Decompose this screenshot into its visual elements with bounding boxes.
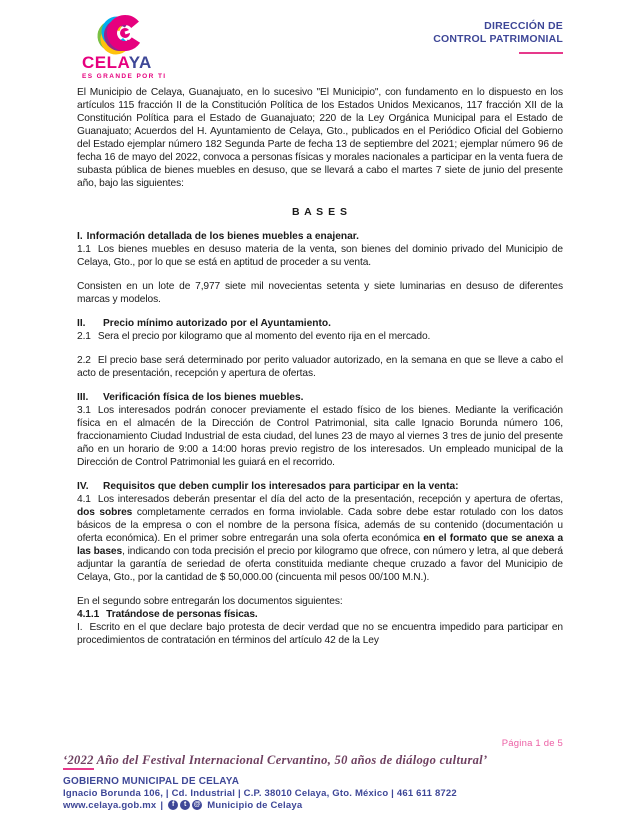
instagram-icon: @ bbox=[193, 801, 201, 809]
department-underline bbox=[519, 52, 563, 54]
clause-text: Sera el precio por kilogramo que al momento del evento rija en el mercado. bbox=[97, 331, 431, 342]
section-number: I. bbox=[77, 231, 83, 242]
clause-label: 2.2 bbox=[77, 355, 91, 366]
clause-roman-1 bbox=[77, 621, 563, 647]
brand-prefix: CELA bbox=[82, 53, 129, 72]
footer-quote bbox=[63, 753, 563, 768]
intro-paragraph: El Municipio de Celaya, Guanajuato, en lo sucesivo "El Municipio", con fundamento en lo dispuesto en los artículos 115 fracción II de la Constitución Política de los Estados Unidos Mexicanos, 117 fracción XII de la Constitución Política para el Estado de Guanajuato; 220 de la Ley Orgánica Municipal para el Estado de Guanajuato; Acuerdos del H. Ayuntamiento de Celaya, Gto., publicados en el Periódico Oficial del Gobierno del Estado ejemplar número 182 Segunda Parte de fecha 13 de septiembre del 2021; ejemplar número 96 de fecha 16 de mayo del 2022, convoca a personas físicas y morales nacionales a participar en la venta fuera de subasta pública de bienes muebles en desuso, que se llevará a cabo el martes 7 siete de junio del presente año, bajo las siguientes: bbox=[77, 87, 563, 189]
clause-text: Consisten en un lote de 7,977 siete mil novecientas setenta y siete luminarias en desuso de diferentes marcas y modelos. bbox=[77, 281, 563, 305]
clause-2-1 bbox=[77, 330, 563, 343]
clause-label: 3.1 bbox=[77, 405, 91, 416]
clause-text: Tratándose de personas físicas. bbox=[106, 609, 258, 620]
social-handle: Municipio de Celaya bbox=[207, 799, 303, 811]
clause-label: 1.1 bbox=[77, 244, 91, 255]
clause-label: 4.1 bbox=[77, 494, 91, 505]
clause-text: En el segundo sobre entregarán los documentos siguientes: bbox=[77, 596, 343, 607]
clause-4-1 bbox=[77, 493, 563, 584]
section-heading-2 bbox=[77, 317, 563, 330]
brand-tagline: ES GRANDE POR TI bbox=[82, 73, 167, 80]
clause-text: Los bienes muebles en desuso materia de la venta, son bienes del dominio privado del Municipio de Celaya, Gto., por lo que se está en aptitud de proceder a su venta. bbox=[77, 244, 563, 268]
department-title bbox=[433, 20, 563, 54]
government-web-line bbox=[63, 800, 563, 812]
government-address: Ignacio Borunda 106, | Cd. Industrial | C.P. 38010 Celaya, Gto. México | 461 611 8722 bbox=[63, 788, 457, 799]
brand-suffix: YA bbox=[128, 53, 152, 72]
website-url: www.celaya.gob.mx bbox=[63, 799, 157, 811]
clause-2-2 bbox=[77, 354, 563, 380]
section-title: Precio mínimo autorizado por el Ayuntamiento. bbox=[103, 318, 331, 329]
page-number: Página 1 de 5 bbox=[501, 738, 563, 749]
clause-label: 4.1.1 bbox=[77, 609, 100, 620]
footer-government-block bbox=[63, 776, 563, 811]
section-heading-4 bbox=[77, 480, 563, 493]
department-line-2: CONTROL PATRIMONIAL bbox=[433, 33, 563, 45]
celaya-c-icon bbox=[96, 12, 148, 56]
government-name: GOBIERNO MUNICIPAL DE CELAYA bbox=[63, 776, 240, 787]
clause-lot bbox=[77, 280, 563, 306]
clause-text: Escrito en el que declare bajo protesta de decir verdad que no se encuentra impedido para participar en procedimientos de contratación en términos del artículo 42 de la Ley bbox=[77, 622, 563, 646]
page-footer bbox=[63, 738, 563, 811]
section-number: III. bbox=[77, 392, 89, 403]
section-title: Requisitos que deben cumplir los interesados para participar en la venta: bbox=[103, 481, 459, 492]
subheading-4-1-1 bbox=[77, 608, 563, 621]
twitter-icon: t bbox=[180, 800, 190, 810]
celaya-logo bbox=[82, 12, 212, 80]
section-number: IV. bbox=[77, 481, 89, 492]
clause-second-envelope bbox=[77, 595, 563, 608]
department-line-1: DIRECCIÓN DE bbox=[484, 20, 563, 32]
clause-text: El precio base será determinado por perito valuador autorizado, en la semana en que se lleve a cabo el acto de presentación, recepción y apertura de ofertas. bbox=[77, 355, 563, 379]
bases-heading: B A S E S bbox=[291, 206, 349, 218]
section-number: II. bbox=[77, 318, 86, 329]
facebook-icon: f bbox=[168, 800, 178, 810]
clause-text: Los interesados deberán presentar el día del acto de la presentación, recepción y apertura de ofertas, dos sobres completamente cerrados en forma inviolable. Cada sobre debe estar rotulado con los datos básicos de la empresa o con el nombre de la persona física, además de su contenido (documentación u oferta económica). En el primer sobre entregarán una sola oferta económica en el formato que se anexa a las bases, indicando con toda precisión el precio por kilogramo que ofrece, con número y letra, al que deberá adjuntar la garantía de seriedad de oferta constituida mediante cheque cruzado a favor del Municipio de Celaya, Gto., por la cantidad de $ 50,000.00 (cincuenta mil pesos 00/100 M.N.). bbox=[77, 494, 564, 583]
section-heading-3 bbox=[77, 391, 563, 404]
social-icons bbox=[168, 800, 202, 810]
quote-year: ‘2022 bbox=[63, 753, 94, 770]
separator: | bbox=[160, 799, 164, 811]
document-body bbox=[77, 86, 563, 647]
clause-label: 2.1 bbox=[77, 331, 91, 342]
brand-wordmark bbox=[82, 54, 212, 71]
section-heading-1 bbox=[77, 230, 563, 243]
clause-1-1 bbox=[77, 243, 563, 269]
section-title: Información detallada de los bienes muebles a enajenar. bbox=[86, 231, 359, 242]
clause-3-1 bbox=[77, 404, 563, 469]
clause-label: I. bbox=[77, 622, 83, 633]
quote-text: Año del Festival Internacional Cervantino, 50 años de diálogo cultural’ bbox=[93, 753, 488, 767]
section-title: Verificación física de los bienes muebles. bbox=[103, 392, 304, 403]
clause-text: Los interesados podrán conocer previamente el estado físico de los bienes. Mediante la verificación física en el almacén de la Dirección de Control Patrimonial, sita calle Ignacio Borunda número 106, fraccionamiento Ciudad Industrial de esta ciudad, del lunes 23 de mayo al viernes 3 tres de junio del presente año en un horario de 9:00 a 14:00 horas previo registro de los interesados. Un empleado municipal de la Dirección de Control Patrimonial les guiará en el recorrido. bbox=[77, 405, 563, 468]
